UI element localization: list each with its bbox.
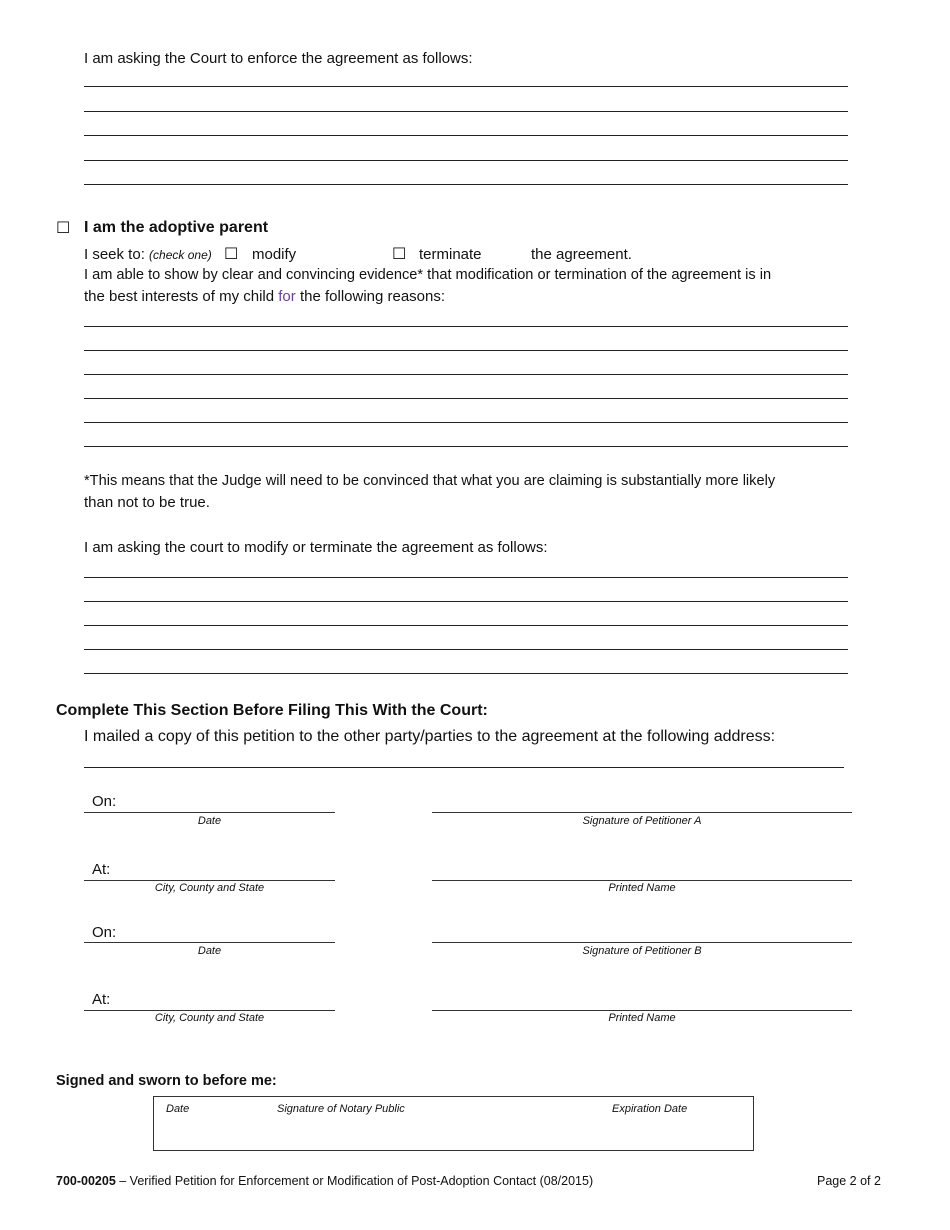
printed-name-a-field[interactable] [432,880,852,881]
signature-petitioner-b-caption: Signature of Petitioner B [582,945,702,957]
at-label: At: [92,861,111,878]
modify-answer-line[interactable] [84,673,848,674]
reasons-answer-line[interactable] [84,398,848,399]
notary-signature-label: Signature of Notary Public [277,1103,405,1115]
enforce-answer-line[interactable] [84,111,848,112]
signature-petitioner-a-field[interactable] [432,812,852,813]
on-label: On: [92,924,117,941]
date-field[interactable] [84,812,335,813]
terminate-checkbox[interactable]: ☐ [392,244,407,263]
reasons-answer-line[interactable] [84,374,848,375]
adoptive-parent-heading: I am the adoptive parent [84,219,269,236]
reasons-answer-line[interactable] [84,422,848,423]
at-label: At: [92,991,111,1008]
footnote-line-1: *This means that the Judge will need to be convinced that what you are claiming is substantially more likely [84,473,776,489]
date-field[interactable] [84,942,335,943]
evidence-line-2-b: the following reasons: [299,288,446,305]
enforce-answer-line[interactable] [84,160,848,161]
footer-form-name: – Verified Petition for Enforcement or Modification of Post-Adoption Contact (08/2015) [115,1174,594,1188]
modify-answer-line[interactable] [84,649,848,650]
footer-page-number: Page 2 of 2 [817,1174,881,1188]
printed-name-b-field[interactable] [432,1010,852,1011]
evidence-line-2-a: the best interests of my child [84,288,275,305]
complete-section-heading: Complete This Section Before Filing This With the Court: [56,702,488,719]
seek-label-text: I seek to: [84,246,145,263]
city-county-state-caption: City, County and State [154,1012,265,1024]
notary-date-label: Date [166,1103,190,1115]
printed-name-a-caption: Printed Name [608,882,676,894]
enforce-answer-line[interactable] [84,135,848,136]
mailing-address-line[interactable] [84,767,844,768]
reasons-answer-line[interactable] [84,446,848,447]
on-label: On: [92,793,117,810]
notary-expiration-label: Expiration Date [612,1103,688,1115]
city-county-state-field[interactable] [84,880,335,881]
modify-answer-line[interactable] [84,625,848,626]
date-caption: Date [197,945,222,957]
modify-checkbox[interactable]: ☐ [224,244,239,263]
signature-petitioner-a-caption: Signature of Petitioner A [582,815,702,827]
city-county-state-caption: City, County and State [154,882,265,894]
footer-form-title [56,1174,593,1188]
city-county-state-field[interactable] [84,1010,335,1011]
signature-petitioner-b-field[interactable] [432,942,852,943]
date-caption: Date [197,815,222,827]
modify-answer-line[interactable] [84,577,848,578]
enforce-answer-line[interactable] [84,184,848,185]
enforce-answer-line[interactable] [84,86,848,87]
adoptive-parent-checkbox[interactable]: ☐ [56,218,71,237]
the-agreement-text: the agreement. [531,246,632,263]
mailed-statement: I mailed a copy of this petition to the other party/parties to the agreement at the following address: [84,728,776,745]
terminate-option-label: terminate [419,246,482,263]
modify-prompt: I am asking the court to modify or terminate the agreement as follows: [84,539,548,556]
check-one-note: (check one) [149,248,212,262]
footnote-line-2: than not to be true. [84,494,210,511]
notary-heading: Signed and sworn to before me: [56,1073,277,1089]
modify-answer-line[interactable] [84,601,848,602]
printed-name-b-caption: Printed Name [608,1012,676,1024]
seek-label [84,246,212,263]
reasons-answer-line[interactable] [84,350,848,351]
evidence-line-2 [84,288,445,305]
modify-option-label: modify [252,246,297,263]
evidence-for-word: for [278,288,296,305]
enforce-prompt: I am asking the Court to enforce the agreement as follows: [84,50,473,67]
reasons-answer-line[interactable] [84,326,848,327]
footer-form-number: 700-00205 [56,1174,116,1188]
evidence-line-1: I am able to show by clear and convincing evidence* that modification or termination of the agreement is in [84,267,772,283]
